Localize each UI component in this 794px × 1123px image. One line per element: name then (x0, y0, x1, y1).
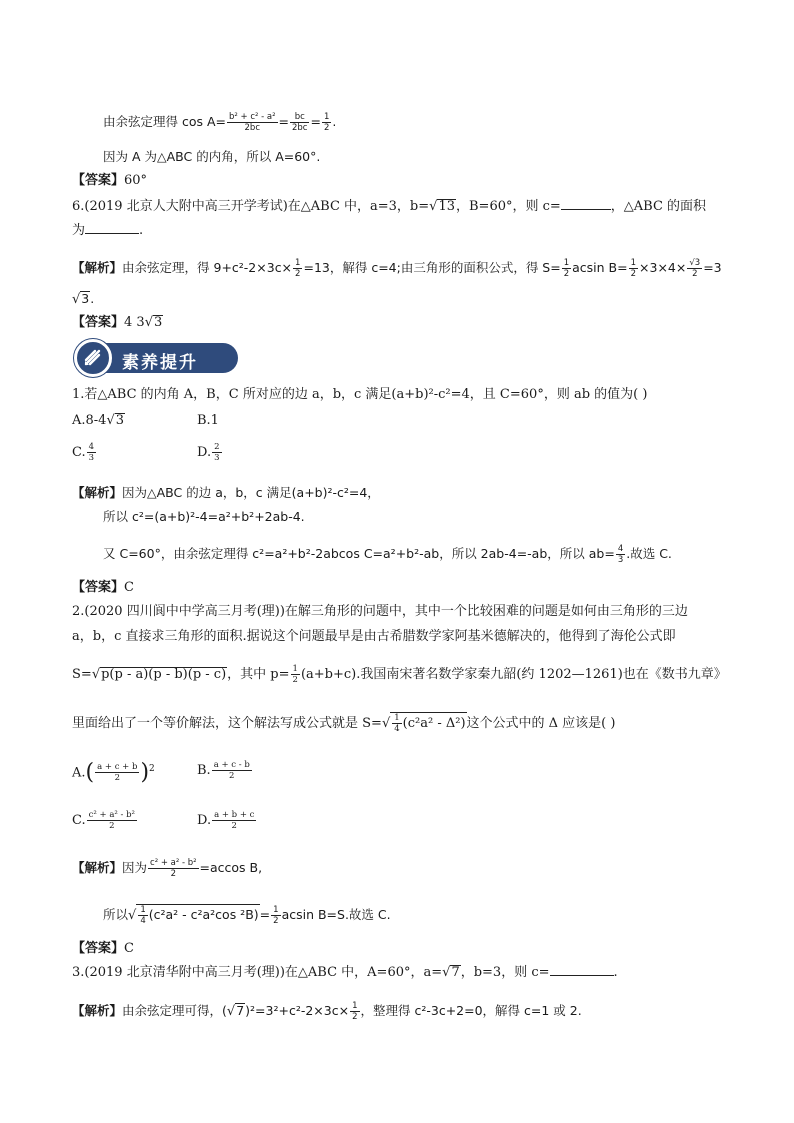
numerator: 1 (323, 112, 330, 122)
text: 6.(2019 北京人大附中高三开学考试)在△ABC 中，a=3，b= (72, 199, 430, 214)
sqrt-content: 7 (451, 965, 460, 980)
banner-title: 素养提升 (122, 353, 198, 373)
fraction (629, 258, 638, 279)
paren: ) (140, 759, 150, 785)
fraction (322, 112, 331, 133)
text: ，B=60°，则 c= (456, 199, 561, 214)
denominator: 3 (88, 453, 95, 463)
fraction (212, 442, 221, 463)
denominator: 2 (352, 1012, 358, 1022)
numerator: a + c - b (213, 760, 250, 770)
sqrt-content: 3 (115, 413, 125, 428)
option-label: A. (72, 765, 86, 781)
answer-tag: 【答案】 (72, 173, 125, 188)
text: 由余弦定理，得 9+c²-2×3c× (122, 260, 293, 275)
numerator: c² + a² - b² (150, 858, 197, 868)
text: 由余弦定理可得，( (122, 1003, 227, 1018)
answer-value: 4 3 (124, 315, 145, 330)
answer-value: 60° (124, 173, 148, 188)
denominator: 2 (323, 123, 330, 133)
fraction (271, 905, 280, 926)
answer-blank[interactable] (550, 962, 614, 976)
sqrt-content: 7 (236, 1003, 245, 1018)
fraction (350, 1001, 359, 1022)
denominator: 2 (109, 821, 115, 831)
answer-line (72, 940, 134, 958)
text: (c²a² - Δ²) (402, 716, 466, 731)
denominator: 2 (273, 916, 279, 926)
banner-emblem-icon (74, 339, 112, 377)
text: acsin B= (572, 260, 628, 275)
option-label: A.8-4 (72, 413, 107, 428)
denominator: 2 (229, 771, 235, 781)
text: 又 C=60°，由余弦定理得 c²=a²+b²-2abcos C=a²+b²-ab，所以 2ab-4=-ab，所以 ab= (103, 546, 615, 561)
fraction (95, 762, 139, 783)
answer-value: C (124, 941, 134, 956)
denominator: 4 (394, 724, 400, 734)
option-label: C. (72, 445, 86, 460)
sqrt-sign: √ (442, 965, 451, 980)
text: .故选 C. (626, 546, 672, 561)
fraction (687, 258, 702, 279)
denominator: 2 (114, 773, 120, 784)
option-d[interactable] (197, 810, 257, 831)
numerator: a + b + c (214, 810, 255, 820)
text: ，整理得 c²-3c+2=0，解得 c=1 或 2. (360, 1003, 582, 1018)
text: 因为△ABC 的边 a，b，c 满足(a+b)²-c²=4， (122, 485, 380, 500)
sqrt-content: 3 (81, 291, 90, 306)
denominator: 4 (140, 916, 146, 926)
fraction (227, 112, 278, 133)
denominator: 2bc (292, 123, 308, 133)
question-1-stem: 1.若△ABC 的内角 A，B，C 所对应的边 a，b，c 满足(a+b)²-c²=4，且 C=60°，则 ab 的值为( ) (72, 387, 648, 402)
answer-value: C (124, 580, 134, 595)
fraction (616, 544, 625, 565)
denominator: 2 (170, 869, 176, 879)
answer-blank[interactable] (85, 220, 139, 234)
text: 因为 (122, 860, 148, 875)
inner-angle-line: 因为 A 为△ABC 的内角，所以 A=60°. (103, 149, 321, 164)
section-banner (74, 339, 242, 377)
numerator: b² + c² - a² (229, 112, 276, 122)
text: . (139, 223, 144, 238)
option-c[interactable] (72, 810, 138, 831)
text: = (259, 907, 271, 922)
solution-tag: 【解析】 (72, 860, 123, 875)
text: 里面给出了一个等价解法，这个解法写成公式就是 S= (72, 716, 382, 731)
sqrt-content: 13 (438, 199, 455, 214)
answer-tag: 【答案】 (72, 315, 125, 330)
option-b[interactable]: B.1 (197, 413, 219, 428)
option-label: D. (197, 445, 212, 460)
answer-line (72, 314, 163, 332)
sqrt-sign: √ (381, 716, 391, 731)
denominator: 2 (231, 821, 237, 831)
text: =13，解得 c=4;由三角形的面积公式，得 S= (303, 260, 561, 275)
sqrt-content: 3 (154, 315, 163, 330)
fraction (293, 258, 302, 279)
numerator: 1 (563, 258, 570, 268)
text: 所以 (103, 907, 129, 922)
denominator: 3 (214, 453, 220, 463)
question-2-solution-line2 (103, 904, 391, 926)
numerator: 1 (630, 258, 637, 268)
numerator: 1 (394, 713, 400, 723)
fraction (291, 664, 300, 685)
fraction (87, 442, 96, 463)
text: 由余弦定理得 cos A= (103, 114, 227, 129)
fraction (138, 905, 147, 926)
question-1-solution (72, 484, 380, 502)
numerator: 1 (295, 258, 301, 268)
text: ×3×4× (639, 260, 687, 275)
denominator: 2bc (244, 123, 260, 133)
numerator: √3 (689, 258, 701, 268)
option-a[interactable] (72, 412, 125, 430)
paren: ( (85, 759, 95, 785)
fraction (212, 810, 256, 831)
sqrt-content (390, 712, 466, 734)
text: acsin B=S.故选 C. (281, 907, 391, 922)
sqrt-sign: √ (72, 292, 81, 307)
text: ，b=3，则 c= (460, 965, 550, 980)
numerator: 1 (273, 905, 279, 915)
text: ，其中 p= (227, 667, 290, 682)
sqrt-sign: √ (91, 667, 101, 682)
question-2-stem-1: 2.(2020 四川阆中中学高三月考(理))在解三角形的问题中，其中一个比较困难的问题是如何由三角形的三边 (72, 604, 688, 619)
option-d[interactable] (197, 442, 223, 463)
numerator: 2 (214, 442, 220, 452)
fraction (87, 810, 137, 831)
numerator: 1 (352, 1001, 358, 1011)
answer-tag: 【答案】 (72, 580, 125, 595)
answer-tag: 【答案】 (72, 941, 125, 956)
question-1-solution-line3 (103, 544, 672, 565)
option-label: D. (197, 813, 212, 828)
question-3-solution (72, 1001, 582, 1022)
cosine-derivation: 由余弦定理得 cos A= $\frac{\text{b² + c² - a²}}{2bc}$ = $\frac{bc}{2bc}$ = $\frac{1}{2}$ . (103, 112, 337, 133)
text: =accos B, (199, 860, 263, 875)
denominator: 2 (295, 269, 301, 279)
numerator: 4 (88, 442, 95, 452)
numerator: 1 (140, 905, 146, 915)
answer-blank[interactable] (561, 196, 611, 210)
text: (a+b+c).我国南宋著名数学家秦九韶(约 1202—1261)也在《数书九章》 (300, 667, 727, 682)
sqrt-sign: √ (128, 908, 137, 923)
text: )²=3²+c²-2×3c× (245, 1003, 350, 1018)
option-c[interactable] (72, 442, 97, 463)
fraction (148, 858, 199, 879)
text: = (310, 114, 321, 129)
question-6-solution-cont (72, 290, 94, 309)
question-2-solution (72, 858, 262, 879)
question-1-solution-line2: 所以 c²=(a+b)²-4=a²+b²+2ab-4. (103, 509, 305, 524)
fraction (212, 760, 252, 781)
answer-line (72, 172, 147, 190)
text: = (278, 114, 289, 129)
question-6-solution (72, 258, 722, 279)
denominator: 2 (292, 675, 298, 685)
option-label: B. (197, 763, 211, 778)
denominator: 2 (563, 269, 570, 279)
sqrt-sign: √ (144, 315, 153, 330)
denominator: 2 (692, 269, 698, 279)
option-b[interactable] (197, 760, 253, 781)
text: 为 (72, 223, 86, 238)
question-3-stem (72, 962, 618, 982)
solution-tag: 【解析】 (72, 1003, 123, 1018)
denominator: 2 (630, 269, 637, 279)
numerator: 1 (292, 664, 298, 674)
answer-line (72, 579, 134, 597)
question-6-stem-cont (72, 220, 143, 240)
sqrt-content (136, 904, 259, 926)
text: 这个公式中的 Δ 应该是( ) (466, 716, 616, 731)
question-6-stem (72, 196, 706, 216)
option-label: C. (72, 813, 86, 828)
text: . (90, 291, 95, 306)
numerator: 4 (617, 544, 624, 554)
fraction (290, 112, 309, 133)
fraction (562, 258, 571, 279)
question-2-stem-4 (72, 712, 615, 734)
solution-tag: 【解析】 (72, 485, 123, 500)
numerator: a + c + b (97, 762, 138, 773)
numerator: bc (290, 112, 309, 123)
text: S= (72, 667, 92, 682)
denominator: 3 (617, 555, 624, 565)
numerator: c² + a² - b² (88, 810, 135, 820)
sqrt-sign: √ (226, 1004, 236, 1019)
text: (c²a² - c²a²cos ²B) (148, 907, 259, 922)
sqrt-content: p(p - a)(p - b)(p - c) (101, 667, 227, 682)
option-a[interactable] (72, 760, 155, 783)
solution-tag: 【解析】 (72, 260, 123, 275)
sqrt-sign: √ (106, 413, 115, 428)
text: . (613, 965, 618, 980)
text: =3 (703, 260, 722, 275)
fraction (392, 713, 401, 734)
question-2-stem-3 (72, 664, 727, 685)
sqrt-sign: √ (429, 199, 438, 214)
text: ，△ABC 的面积 (610, 199, 707, 214)
text: 3.(2019 北京清华附中高三月考(理))在△ABC 中，A=60°，a= (72, 965, 443, 980)
exponent: 2 (149, 764, 155, 774)
question-2-stem-2: a，b，c 直接求三角形的面积.据说这个问题最早是由古希腊数学家阿基米德解决的，他得到了海伦公式即 (72, 629, 676, 644)
